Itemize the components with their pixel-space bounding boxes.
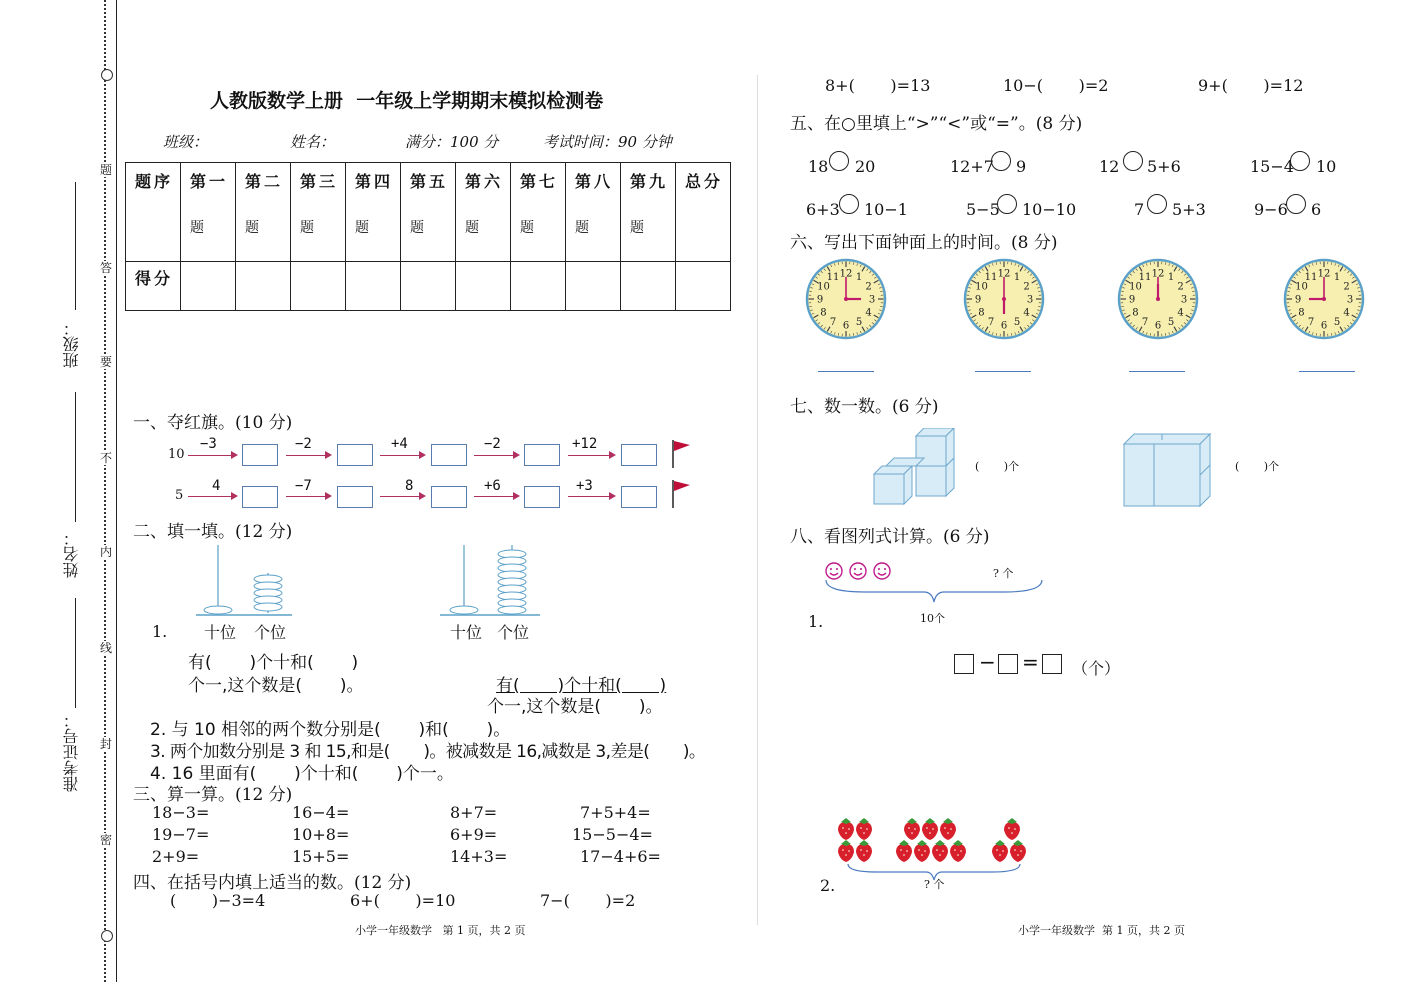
column-label: 题: [520, 220, 534, 236]
score-row-head: [126, 262, 181, 311]
row-label-score: 得分: [135, 269, 174, 288]
svg-text:6: 6: [842, 320, 850, 332]
seal-char: 密: [99, 833, 112, 847]
answer-box[interactable]: [337, 486, 373, 508]
abacus-ones-label: 个位: [497, 623, 530, 642]
svg-text:10: 10: [1295, 281, 1308, 293]
compare-right: 10−1: [864, 200, 908, 219]
answer-line[interactable]: [818, 371, 874, 372]
svg-text:3: 3: [1180, 294, 1188, 306]
section-3-title: 三、算一算。(12 分): [133, 785, 293, 805]
calc-item: 2+9=: [152, 847, 200, 866]
q2-text: 2. 与 10 相邻的两个数分别是( )和( )。: [150, 720, 511, 740]
svg-text:4: 4: [1177, 307, 1184, 319]
minus-sign: −: [979, 650, 996, 674]
chain-arrow: [568, 496, 614, 497]
compare-right: 5+3: [1172, 200, 1206, 219]
score-cell[interactable]: [511, 262, 566, 311]
seal-char: 答: [99, 261, 112, 275]
score-cell[interactable]: [236, 262, 291, 311]
compare-left: 6+3: [806, 200, 840, 219]
column-label: 第二: [245, 172, 284, 191]
chain-arrow: [380, 496, 424, 497]
clock-face-icon: [804, 257, 888, 341]
q1b-line2: 个一,这个数是( )。: [487, 697, 663, 717]
column-label: 第八: [575, 172, 614, 191]
svg-text:9: 9: [1128, 294, 1136, 306]
score-cell[interactable]: [621, 262, 676, 311]
section-1-title: 一、夺红旗。(10 分): [133, 413, 293, 433]
q3-text: 3. 两个加数分别是 3 和 15,和是( )。被减数是 16,减数是 3,差是( )。: [150, 742, 706, 762]
compare-left: 5−5: [966, 200, 1000, 219]
count-blank-1[interactable]: ( )个: [975, 460, 1020, 473]
class-fill-line[interactable]: [75, 182, 76, 310]
svg-text:11: 11: [1138, 271, 1152, 283]
exam-no-fill-line[interactable]: [75, 598, 76, 708]
compare-circle[interactable]: [1286, 194, 1306, 214]
table-head-cell: [291, 163, 346, 262]
red-flag-icon: [670, 478, 694, 510]
chain-arrow: [568, 455, 614, 456]
svg-text:3: 3: [1026, 294, 1034, 306]
chain-op: −3: [200, 436, 217, 452]
row-label-order: 题序: [135, 172, 174, 191]
column-label: 题: [465, 220, 479, 236]
seal-char: 题: [99, 163, 112, 177]
total-count-label: 10个: [920, 612, 945, 625]
table-head-cell: [511, 163, 566, 262]
score-table: [125, 162, 731, 311]
svg-text:8: 8: [820, 307, 827, 319]
seal-char: 线: [99, 641, 112, 655]
section-6-title: 六、写出下面钟面上的时间。(8 分): [790, 233, 1058, 253]
column-label: 第五: [410, 172, 449, 191]
class-field: 班级：: [163, 133, 209, 151]
compare-circle[interactable]: [829, 151, 849, 171]
chain-op: +4: [391, 436, 408, 452]
clock-face-icon: [962, 257, 1046, 341]
binding-hole-bottom: [101, 930, 113, 942]
chain-arrow: [188, 496, 236, 497]
calc-item: 6+9=: [450, 825, 498, 844]
unknown-count-label: ? 个: [924, 878, 945, 891]
chain-arrow: [474, 455, 518, 456]
compare-right: 10−10: [1022, 200, 1077, 219]
svg-text:11: 11: [826, 271, 840, 283]
svg-text:7: 7: [1141, 317, 1149, 329]
exam-time: 考试时间：90 分钟: [543, 133, 672, 151]
column-label: 题: [575, 220, 589, 236]
answer-line[interactable]: [1129, 371, 1185, 372]
answer-box[interactable]: [431, 486, 467, 508]
table-head-cell: [566, 163, 621, 262]
fill-item: ( )−3=4: [170, 891, 266, 910]
binding-edge-line: [116, 0, 117, 982]
footer-left: 小学一年级数学 第 1 页，共 2 页: [355, 924, 526, 937]
answer-box[interactable]: [621, 486, 657, 508]
svg-text:1: 1: [855, 271, 863, 283]
svg-text:8: 8: [1132, 307, 1139, 319]
svg-text:9: 9: [1294, 294, 1302, 306]
column-label: 题: [355, 220, 369, 236]
compare-right: 10: [1316, 157, 1337, 176]
score-cell[interactable]: [181, 262, 236, 311]
column-label: 第六: [465, 172, 504, 191]
unknown-count-label: ? 个: [993, 567, 1014, 580]
score-cell[interactable]: [566, 262, 621, 311]
fill-item: 6+( )=10: [350, 891, 456, 910]
name-fill-line[interactable]: [75, 392, 76, 522]
exam-no-label: 准考证号：: [62, 712, 81, 792]
compare-circle[interactable]: [1123, 151, 1143, 171]
answer-box[interactable]: [431, 444, 467, 466]
svg-text:4: 4: [865, 307, 872, 319]
calc-item: 15−5−4=: [572, 825, 653, 844]
svg-text:12: 12: [997, 268, 1011, 280]
column-label: 第三: [300, 172, 339, 191]
svg-text:10: 10: [817, 281, 830, 293]
table-head-cell: [456, 163, 511, 262]
item-number: 1.: [152, 622, 168, 641]
q1a-line2: 个一,这个数是( )。: [188, 676, 364, 696]
calc-item: 10+8=: [292, 825, 350, 844]
svg-text:3: 3: [1346, 294, 1354, 306]
page-divider: [757, 75, 758, 925]
seal-char: 要: [99, 355, 112, 369]
chain-start: 5: [175, 488, 184, 503]
compare-right: 6: [1311, 200, 1322, 219]
equation-box[interactable]: [1042, 654, 1062, 674]
calc-item: 17−4+6=: [580, 847, 661, 866]
count-blank-2[interactable]: ( )个: [1235, 460, 1280, 473]
svg-text:2: 2: [1177, 281, 1184, 293]
section-7-title: 七、数一数。(6 分): [790, 397, 939, 417]
column-label: 题: [630, 220, 644, 236]
answer-line[interactable]: [1299, 371, 1355, 372]
svg-text:5: 5: [855, 317, 863, 329]
compare-circle[interactable]: [997, 194, 1017, 214]
abacus-icon: [440, 543, 550, 621]
chain-arrow: [380, 455, 424, 456]
table-head-cell: [126, 163, 181, 262]
compare-left: 12+7: [950, 157, 994, 176]
answer-box[interactable]: [621, 444, 657, 466]
chain-arrow: [474, 496, 518, 497]
section-4-title: 四、在括号内填上适当的数。(12 分): [133, 873, 412, 893]
answer-box[interactable]: [524, 486, 560, 508]
name-field: 姓名：: [290, 133, 336, 151]
compare-right: 9: [1016, 157, 1027, 176]
full-score: 满分：100 分: [405, 133, 499, 151]
svg-text:9: 9: [816, 294, 824, 306]
table-head-cell: [676, 163, 731, 262]
table-head-cell: [346, 163, 401, 262]
calc-item: 14+3=: [450, 847, 508, 866]
table-head-cell: [181, 163, 236, 262]
svg-text:1: 1: [1013, 271, 1021, 283]
table-head-cell: [621, 163, 676, 262]
seal-char: 不: [99, 451, 112, 465]
calc-item: 18−3=: [152, 803, 210, 822]
column-label: 第七: [520, 172, 559, 191]
column-label: 第一: [190, 172, 229, 191]
chain-op: −2: [484, 436, 501, 452]
svg-text:10: 10: [975, 281, 988, 293]
strawberry-icon-group: [834, 816, 1034, 864]
svg-text:8: 8: [978, 307, 985, 319]
svg-text:7: 7: [987, 317, 995, 329]
compare-left: 7: [1134, 200, 1145, 219]
svg-text:7: 7: [1307, 317, 1315, 329]
fill-item: 10−( )=2: [1003, 76, 1109, 95]
red-flag-icon: [670, 438, 694, 470]
chain-op: 8: [405, 478, 414, 494]
compare-circle[interactable]: [1290, 151, 1310, 171]
chain-start: 10: [168, 447, 185, 462]
compare-circle[interactable]: [991, 151, 1011, 171]
chain-op: −2: [295, 436, 312, 452]
unit-label: （个）: [1072, 659, 1121, 678]
fill-item: 7−( )=2: [540, 891, 636, 910]
answer-box[interactable]: [242, 444, 278, 466]
table-head-cell: [401, 163, 456, 262]
svg-text:12: 12: [839, 268, 853, 280]
svg-text:1: 1: [1167, 271, 1175, 283]
cube-block-icon: [1122, 430, 1214, 508]
compare-left: 9−6: [1254, 200, 1288, 219]
chain-op: 4: [212, 478, 221, 494]
equation-box[interactable]: [998, 654, 1018, 674]
svg-text:12: 12: [1151, 268, 1165, 280]
answer-line[interactable]: [975, 371, 1031, 372]
column-label: 题: [245, 220, 259, 236]
chain-op: −7: [295, 478, 312, 494]
svg-text:8: 8: [1298, 307, 1305, 319]
svg-text:11: 11: [1304, 271, 1318, 283]
chain-arrow: [286, 496, 330, 497]
column-label: 题: [190, 220, 204, 236]
cube-stack-icon: [872, 428, 964, 506]
q4-text: 4. 16 里面有( )个十和( )个一。: [150, 764, 454, 784]
seal-char: 封: [99, 737, 112, 751]
q1a-line1: 有( )个十和( ): [188, 653, 359, 673]
svg-text:10: 10: [1129, 281, 1142, 293]
clock-face-icon: [1282, 257, 1366, 341]
calc-item: 19−7=: [152, 825, 210, 844]
section-5-title: 五、在○里填上“>”“<”或“=”。(8 分): [790, 114, 1083, 134]
compare-left: 18: [808, 157, 829, 176]
compare-right: 5+6: [1147, 157, 1181, 176]
item-number: 1.: [808, 612, 824, 631]
score-cell[interactable]: [676, 262, 731, 311]
answer-box[interactable]: [242, 486, 278, 508]
compare-circle[interactable]: [839, 194, 859, 214]
calc-item: 15+5=: [292, 847, 350, 866]
brace-icon: [824, 578, 1046, 608]
svg-text:2: 2: [1343, 281, 1350, 293]
column-label: 题: [300, 220, 314, 236]
compare-right: 20: [855, 157, 876, 176]
svg-text:5: 5: [1013, 317, 1021, 329]
q1b-line1: 有( )个十和( ): [496, 676, 667, 696]
binding-hole-top: [101, 69, 113, 81]
svg-text:6: 6: [1154, 320, 1162, 332]
chain-op: +6: [484, 478, 501, 494]
calc-item: 8+7=: [450, 803, 498, 822]
class-label: 班级：: [62, 320, 81, 368]
calc-item: 7+5+4=: [580, 803, 651, 822]
section-8-title: 八、看图列式计算。(6 分): [790, 527, 990, 547]
svg-text:3: 3: [868, 294, 876, 306]
svg-text:2: 2: [1023, 281, 1030, 293]
abacus-icon: [196, 543, 296, 621]
section-2-title: 二、填一填。(12 分): [133, 522, 293, 542]
column-label: 第四: [355, 172, 394, 191]
seal-char: 内: [99, 545, 112, 559]
score-cell[interactable]: [401, 262, 456, 311]
calc-item: 16−4=: [292, 803, 350, 822]
chain-op: +12: [572, 436, 598, 452]
score-cell[interactable]: [291, 262, 346, 311]
column-label: 题: [410, 220, 424, 236]
svg-text:1: 1: [1333, 271, 1341, 283]
answer-box[interactable]: [337, 444, 373, 466]
svg-text:4: 4: [1023, 307, 1030, 319]
chain-arrow: [286, 455, 330, 456]
chain-op: +3: [576, 478, 593, 494]
exam-title: 人教版数学上册 一年级上学期期末模拟检测卷: [210, 90, 604, 112]
score-cell[interactable]: [346, 262, 401, 311]
equals-sign: =: [1022, 650, 1039, 674]
table-head-cell: [236, 163, 291, 262]
chain-arrow: [188, 455, 236, 456]
item-number: 2.: [820, 876, 836, 895]
equation-box[interactable]: [954, 654, 974, 674]
abacus-tens-label: 十位: [204, 623, 237, 642]
svg-text:6: 6: [1320, 320, 1328, 332]
compare-left: 12: [1099, 157, 1120, 176]
clock-face-icon: [1116, 257, 1200, 341]
name-label: 姓名：: [62, 530, 81, 578]
svg-text:12: 12: [1317, 268, 1331, 280]
abacus-tens-label: 十位: [450, 623, 483, 642]
svg-text:11: 11: [984, 271, 998, 283]
svg-text:7: 7: [829, 317, 837, 329]
total-label: 总分: [685, 172, 724, 191]
compare-left: 15−4: [1250, 157, 1294, 176]
score-cell[interactable]: [456, 262, 511, 311]
footer-right: 小学一年级数学 第 1 页，共 2 页: [1018, 924, 1185, 937]
svg-text:5: 5: [1167, 317, 1175, 329]
column-label: 第九: [630, 172, 669, 191]
abacus-ones-label: 个位: [254, 623, 287, 642]
svg-text:5: 5: [1333, 317, 1341, 329]
compare-circle[interactable]: [1147, 194, 1167, 214]
answer-box[interactable]: [524, 444, 560, 466]
svg-text:4: 4: [1343, 307, 1350, 319]
fill-item: 8+( )=13: [825, 76, 931, 95]
svg-text:9: 9: [974, 294, 982, 306]
svg-text:6: 6: [1000, 320, 1008, 332]
svg-text:2: 2: [865, 281, 872, 293]
fill-item: 9+( )=12: [1198, 76, 1304, 95]
